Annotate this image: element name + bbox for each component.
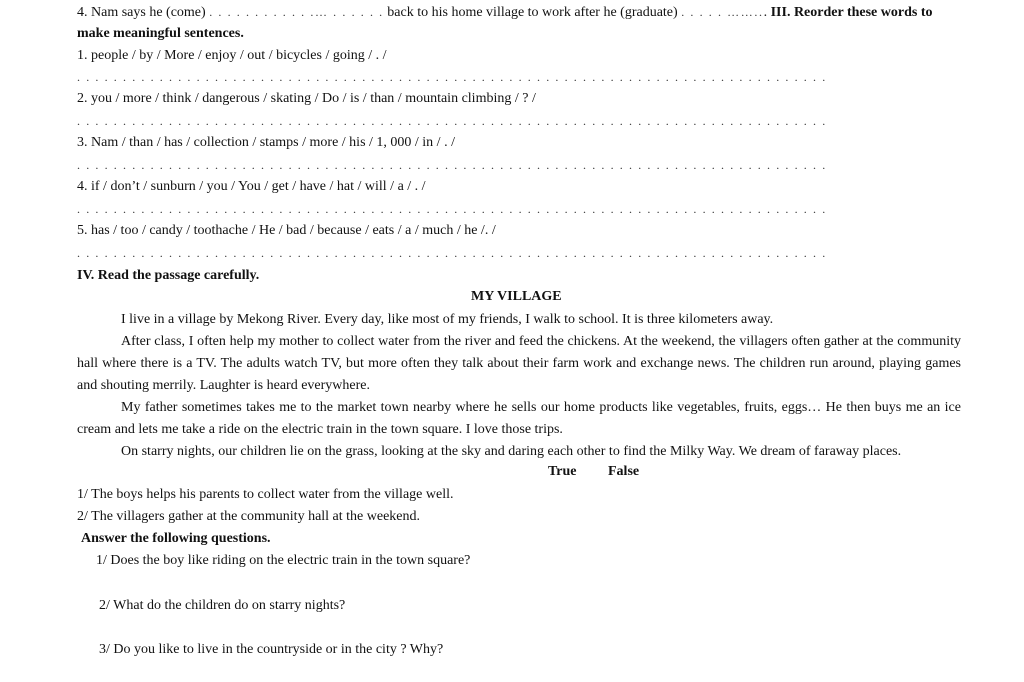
- passage-title: MY VILLAGE: [471, 289, 562, 304]
- reorder-item-1: 1. people / by / More / enjoy / out / bicycles / going / . /: [77, 48, 387, 63]
- q4-mid-text: back to his home village to work after he (graduate): [387, 5, 678, 20]
- section-3-title-continued: make meaningful sentences.: [77, 26, 244, 41]
- passage-paragraph-4: On starry nights, our children lie on the grass, looking at the sky and daring each other to find the Milky Way. We dream of faraway places.: [121, 444, 902, 459]
- reorder-item-5: 5. has / too / candy / toothache / He / bad / because / eats / a / much / he /. /: [77, 223, 496, 238]
- q4-start-text: 4. Nam says he (come): [77, 5, 206, 20]
- question-2: 2/ What do the children do on starry nights?: [99, 598, 346, 613]
- answer-line-2: . . . . . . . . . . . . . . . . . . . . . . . . . . . . . . . . . . . . . . . . . . . . . . . . . . . . . . . . . . . . . . . . . . . . . . . . . . . . . . . . . .: [77, 114, 827, 128]
- reorder-item-3: 3. Nam / than / has / collection / stamps / more / his / 1, 000 / in / . /: [77, 135, 455, 150]
- answer-line-1: . . . . . . . . . . . . . . . . . . . . . . . . . . . . . . . . . . . . . . . . . . . . . . . . . . . . . . . . . . . . . . . . . . . . . . . . . . . . . . . . . .: [77, 70, 827, 84]
- answer-blank: . . . . . . . . . . . .… . . . . . .: [209, 5, 384, 19]
- passage-paragraph-2: After class, I often help my mother to collect water from the river and feed the chickens. At the weekend, the villagers often gather at the community hall where there is a TV. The adults watch TV, but more often they talk about their farm work and exchange news. The children run around, playing games and shouting merrily. Laughter is heard everywhere.: [77, 334, 961, 393]
- reorder-item-2: 2. you / more / think / dangerous / skating / Do / is / than / mountain climbing / ? /: [77, 91, 536, 106]
- reorder-item-4: 4. if / don’t / sunburn / you / You / get / have / hat / will / a / . /: [77, 179, 426, 194]
- answer-line-3: . . . . . . . . . . . . . . . . . . . . . . . . . . . . . . . . . . . . . . . . . . . . . . . . . . . . . . . . . . . . . . . . . . . . . . . . . . . . . . . . . .: [77, 158, 827, 172]
- true-column-header: True: [548, 464, 577, 479]
- q4-end-text: .: [763, 5, 768, 20]
- true-false-statement-2: 2/ The villagers gather at the community hall at the weekend.: [77, 509, 421, 524]
- answer-line-5: . . . . . . . . . . . . . . . . . . . . . . . . . . . . . . . . . . . . . . . . . . . . . . . . . . . . . . . . . . . . . . . . . . . . . . . . . . . . . . . . . .: [77, 246, 827, 260]
- section-4-title: IV. Read the passage carefully.: [77, 268, 260, 283]
- section-3-title: III. Reorder these words to: [770, 5, 933, 20]
- question-3: 3/ Do you like to live in the countryside or in the city ? Why?: [99, 642, 444, 657]
- question-1: 1/ Does the boy like riding on the electric train in the town square?: [96, 553, 471, 568]
- true-false-statement-1: 1/ The boys helps his parents to collect water from the village well.: [77, 487, 454, 502]
- false-column-header: False: [608, 464, 640, 479]
- answer-line-4: . . . . . . . . . . . . . . . . . . . . . . . . . . . . . . . . . . . . . . . . . . . . . . . . . . . . . . . . . . . . . . . . . . . . . . . . . . . . . . . . . .: [77, 202, 827, 216]
- passage-paragraph-3: My father sometimes takes me to the market town nearby where he sells our home products like vegetables, fruits, eggs… He then buys me an ice cream and lets me take a ride on the electric train in the town square. I love those trips.: [77, 400, 961, 437]
- question-4-gap-fill: [77, 3, 932, 22]
- answer-blank: . . . . . ……..: [681, 5, 764, 19]
- answer-questions-title: Answer the following questions.: [81, 531, 271, 546]
- passage-paragraph-1: I live in a village by Mekong River. Every day, like most of my friends, I walk to school. It is three kilometers away.: [121, 312, 774, 327]
